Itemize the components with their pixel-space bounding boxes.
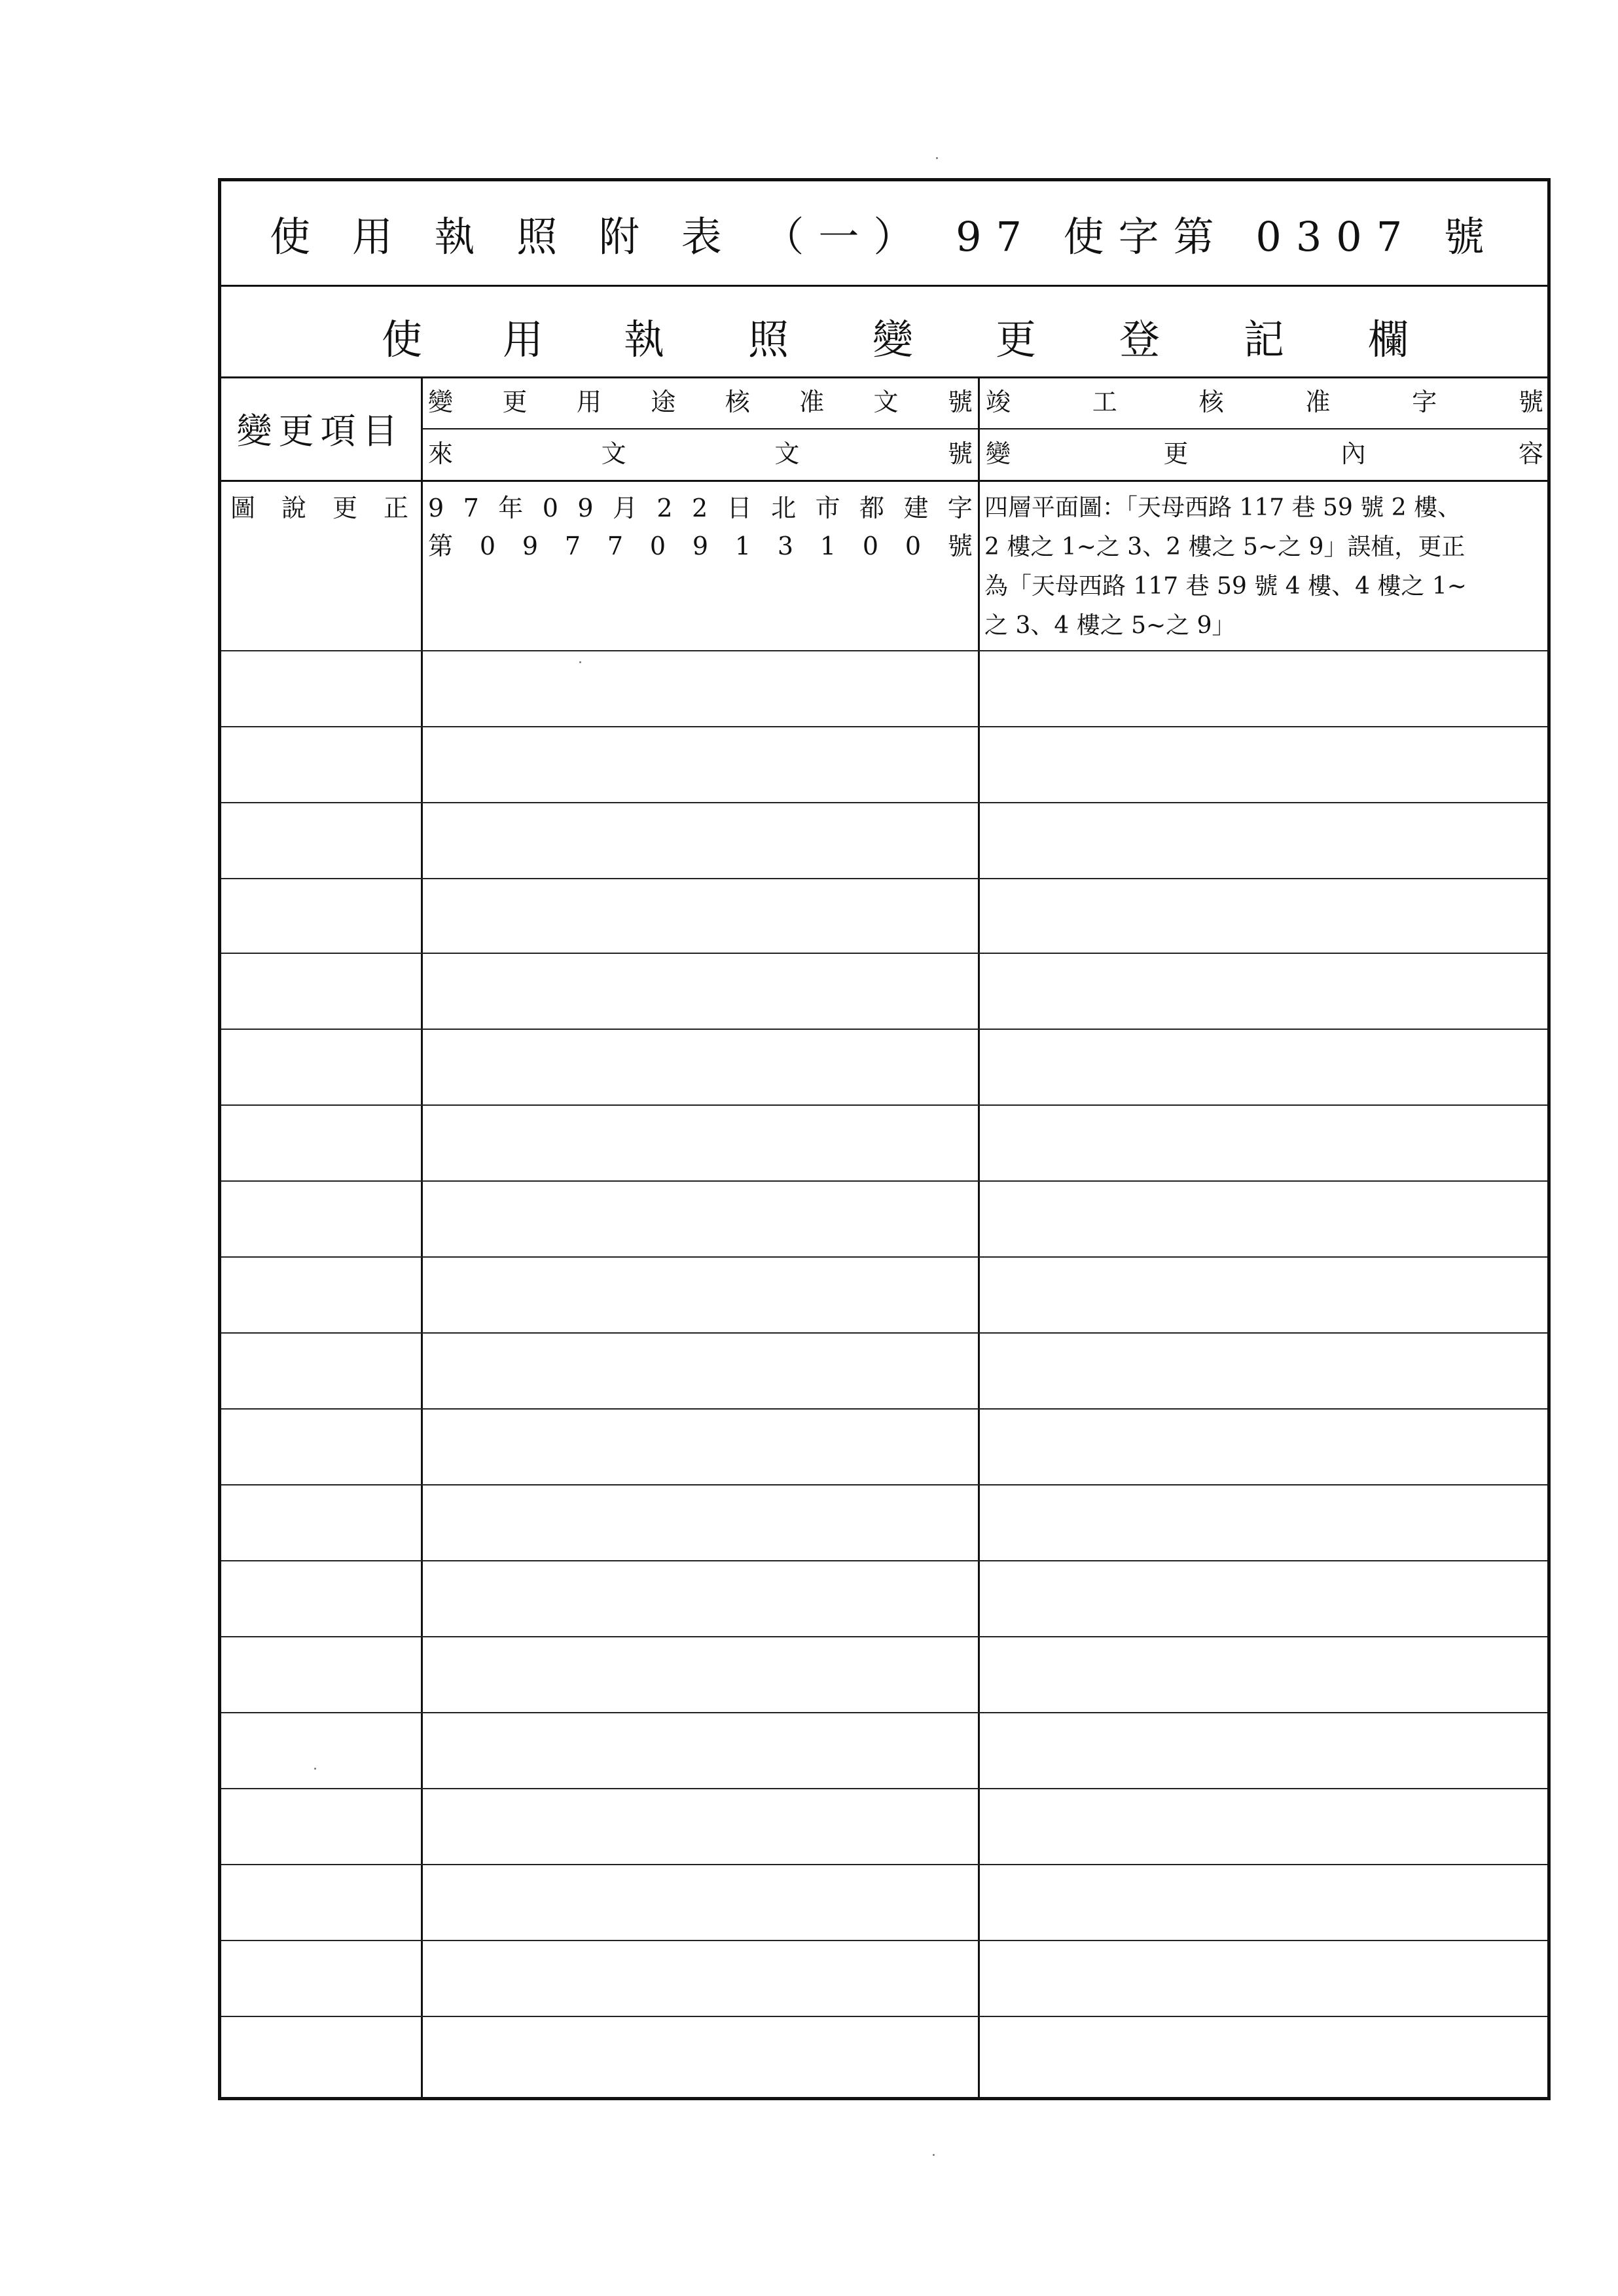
row-separator [221, 726, 1547, 727]
row-separator [221, 1484, 1547, 1485]
table-title: 使 用 執 照 附 表 （一） 97 使字第 0307 號 [270, 212, 1499, 261]
row-content-line: 之 3、4 樓之 5~之 9」 [984, 612, 1236, 639]
row-separator [221, 1788, 1547, 1789]
row-doc-number-line: 第 0 9 7 7 0 9 1 3 1 0 0 號 [428, 532, 973, 560]
scan-speck [314, 1768, 316, 1770]
header-completion-approval: 竣 工 核 准 字 號 [986, 388, 1543, 416]
row-separator [221, 1256, 1547, 1258]
row-separator [221, 1029, 1547, 1030]
row-separator [221, 878, 1547, 879]
scan-speck [579, 661, 581, 663]
row-separator [221, 802, 1547, 803]
row-change-item: 圖 說 更 正 [230, 494, 408, 522]
row-doc-date-line: 9 7 年 0 9 月 2 2 日 北 市 都 建 字 [428, 494, 973, 522]
row-separator [221, 1864, 1547, 1865]
header-change-item: 變更項目 [236, 410, 404, 452]
subtitle-row [221, 285, 1547, 378]
license-table [218, 178, 1551, 2100]
header-incoming-doc: 來 文 文 號 [428, 439, 973, 468]
row-separator [221, 1408, 1547, 1410]
scan-speck [933, 2154, 935, 2156]
subtitle-char: 更 [996, 316, 1037, 363]
subtitle-char: 照 [748, 316, 789, 363]
row-content-line: 2 樓之 1~之 3、2 樓之 5~之 9」誤植，更正 [984, 534, 1465, 560]
column-divider [421, 376, 423, 2097]
header-change-content: 變 更 內 容 [986, 439, 1543, 468]
scan-speck [936, 157, 938, 159]
header-use-change-doc: 變 更 用 途 核 准 文 號 [428, 388, 973, 416]
row-separator [221, 953, 1547, 954]
subtitle-char: 欄 [1368, 316, 1409, 363]
column-divider [978, 376, 980, 2097]
subtitle-char: 使 [382, 316, 423, 363]
row-separator [221, 1332, 1547, 1334]
row-content-line: 為「天母西路 117 巷 59 號 4 樓、4 樓之 1~ [984, 573, 1467, 600]
row-separator [221, 1560, 1547, 1561]
subtitle-char: 變 [872, 316, 914, 363]
row-separator [221, 1104, 1547, 1106]
header-divider [422, 428, 1547, 429]
row-separator [221, 1712, 1547, 1713]
row-separator [221, 1940, 1547, 1941]
subtitle-char: 用 [503, 316, 544, 363]
row-separator [221, 1180, 1547, 1182]
row-content-line: 四層平面圖：「天母西路 117 巷 59 號 2 樓、 [984, 494, 1462, 521]
subtitle-char: 執 [624, 316, 665, 363]
subtitle-char: 登 [1119, 316, 1160, 363]
row-separator [221, 1636, 1547, 1637]
row-separator [221, 650, 1547, 651]
column-header-row [221, 376, 1547, 482]
row-separator [221, 2016, 1547, 2017]
table-title-row [221, 181, 1547, 287]
subtitle-char: 記 [1244, 316, 1285, 363]
